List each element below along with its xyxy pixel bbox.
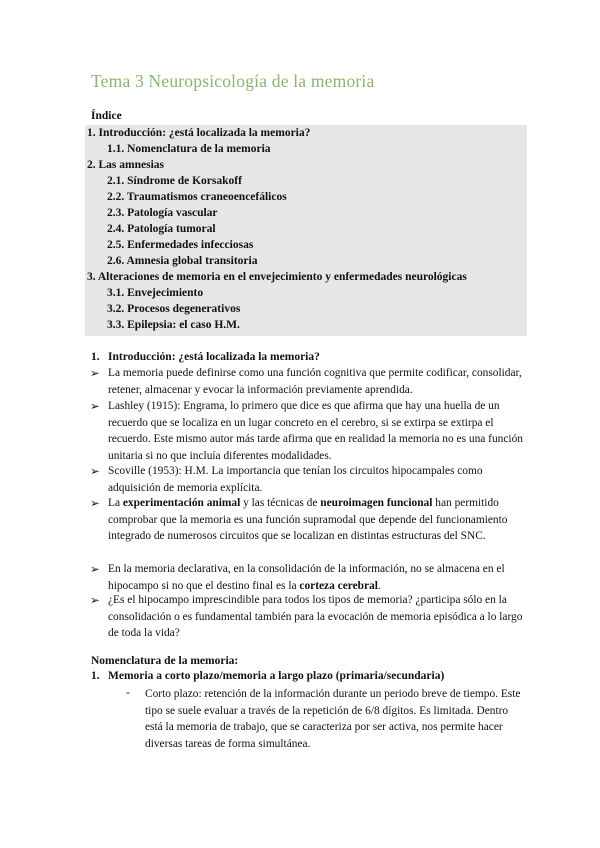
bold-text: corteza cerebral bbox=[299, 579, 378, 592]
toc-item[interactable]: 2.6. Amnesia global transitoria bbox=[107, 255, 258, 267]
bullet-text bbox=[108, 398, 528, 464]
table-of-contents bbox=[85, 125, 527, 336]
toc-item[interactable]: 3. Alteraciones de memoria en el envejecimiento y enfermedades neurológicas bbox=[87, 271, 467, 283]
bullet-text bbox=[108, 495, 528, 545]
toc-item[interactable]: 1. Introducción: ¿está localizada la memoria? bbox=[87, 127, 311, 139]
toc-item[interactable]: 2.3. Patología vascular bbox=[107, 207, 218, 219]
arrow-bullet-icon: ➢ bbox=[90, 401, 100, 413]
section-title: Introducción: ¿está localizada la memoria? bbox=[108, 351, 320, 363]
arrow-bullet-icon: ➢ bbox=[90, 564, 100, 576]
memory-type-number: 1. bbox=[91, 670, 100, 682]
text-run: y las técnicas de bbox=[240, 497, 321, 509]
bullet-text bbox=[108, 561, 528, 594]
text-run: Scoville (1953): H.M. La importancia que tenían los circuitos hipocampales como adquisición de memoria explícita. bbox=[108, 465, 483, 494]
toc-item[interactable]: 3.2. Procesos degenerativos bbox=[107, 303, 241, 315]
short-term-memory-text: Corto plazo: retención de la información durante un periodo breve de tiempo. Este tipo se suele evaluar a través de la repetición de 6/8 dígitos. Es limitada. Dentro está la memoria de trabajo, que se caracteriza por ser activa, nos permite hacer diversas tareas de forma simultánea. bbox=[145, 688, 521, 750]
memory-type-heading bbox=[91, 670, 444, 682]
arrow-bullet-icon: ➢ bbox=[90, 368, 100, 380]
bullet-text bbox=[108, 592, 528, 642]
arrow-bullet-icon: ➢ bbox=[90, 498, 100, 510]
bold-text: experimentación animal bbox=[122, 497, 241, 509]
memory-type-title: Memoria a corto plazo/memoria a largo plazo (primaria/secundaria) bbox=[108, 670, 445, 682]
text-run: ¿Es el hipocampo imprescindible para todos los tipos de memoria? ¿participa sólo en la consolidación o es fundamental también para la evocación de memoria episódica a lo largo de toda la vida? bbox=[108, 594, 523, 640]
arrow-bullet-icon: ➢ bbox=[90, 466, 100, 478]
text-run: . bbox=[377, 579, 381, 592]
toc-item[interactable]: 2.1. Síndrome de Korsakoff bbox=[107, 175, 242, 187]
bold-text: neuroimagen funcional bbox=[320, 497, 433, 509]
text-run: Lashley (1915): Engrama, lo primero que dice es que afirma que hay una huella de un recuerdo que se localiza en un lugar concreto en el cerebro, si se extirpa se extirpa el recuerdo. Este mismo autor más tarde afirma que en realidad la memoria no es una función unitaria si no que incluía diferentes modalidades. bbox=[108, 400, 523, 462]
toc-item[interactable]: 3.3. Epilepsia: el caso H.M. bbox=[107, 319, 240, 331]
toc-item[interactable]: 2.5. Enfermedades infecciosas bbox=[107, 239, 254, 251]
section-heading bbox=[91, 351, 320, 363]
index-heading: Índice bbox=[91, 110, 122, 122]
text-run: La memoria puede definirse como una función cognitiva que permite codificar, consolidar, retener, almacenar y evocar la información previamente aprendida. bbox=[108, 367, 522, 396]
section-number: 1. bbox=[91, 351, 100, 363]
text-run: En la memoria declarativa, en la consolidación de la información, no se almacena en el hipocampo si no que el destino final es la bbox=[108, 563, 505, 592]
toc-item[interactable]: 3.1. Envejecimiento bbox=[107, 287, 204, 299]
toc-item[interactable]: 2.2. Traumatismos craneoencefálicos bbox=[107, 191, 287, 203]
text-run: La bbox=[108, 497, 123, 509]
toc-item[interactable]: 1.1. Nomenclatura de la memoria bbox=[107, 143, 271, 155]
text-run: han permitido comprobar que la memoria es una función supramodal que depende del funcionamiento integrado de numerosos circuitos que se localizan en distintas estructuras del SNC. bbox=[108, 497, 508, 543]
bullet-text bbox=[108, 463, 528, 496]
arrow-bullet-icon: ➢ bbox=[90, 595, 100, 607]
toc-item[interactable]: 2. Las amnesias bbox=[87, 159, 164, 171]
dash-bullet-icon: - bbox=[126, 687, 130, 699]
nomenclature-heading: Nomenclatura de la memoria: bbox=[91, 655, 239, 667]
toc-item[interactable]: 2.4. Patología tumoral bbox=[107, 223, 216, 235]
document-title: Tema 3 Neuropsicología de la memoria bbox=[91, 71, 375, 91]
bullet-text bbox=[108, 365, 528, 398]
